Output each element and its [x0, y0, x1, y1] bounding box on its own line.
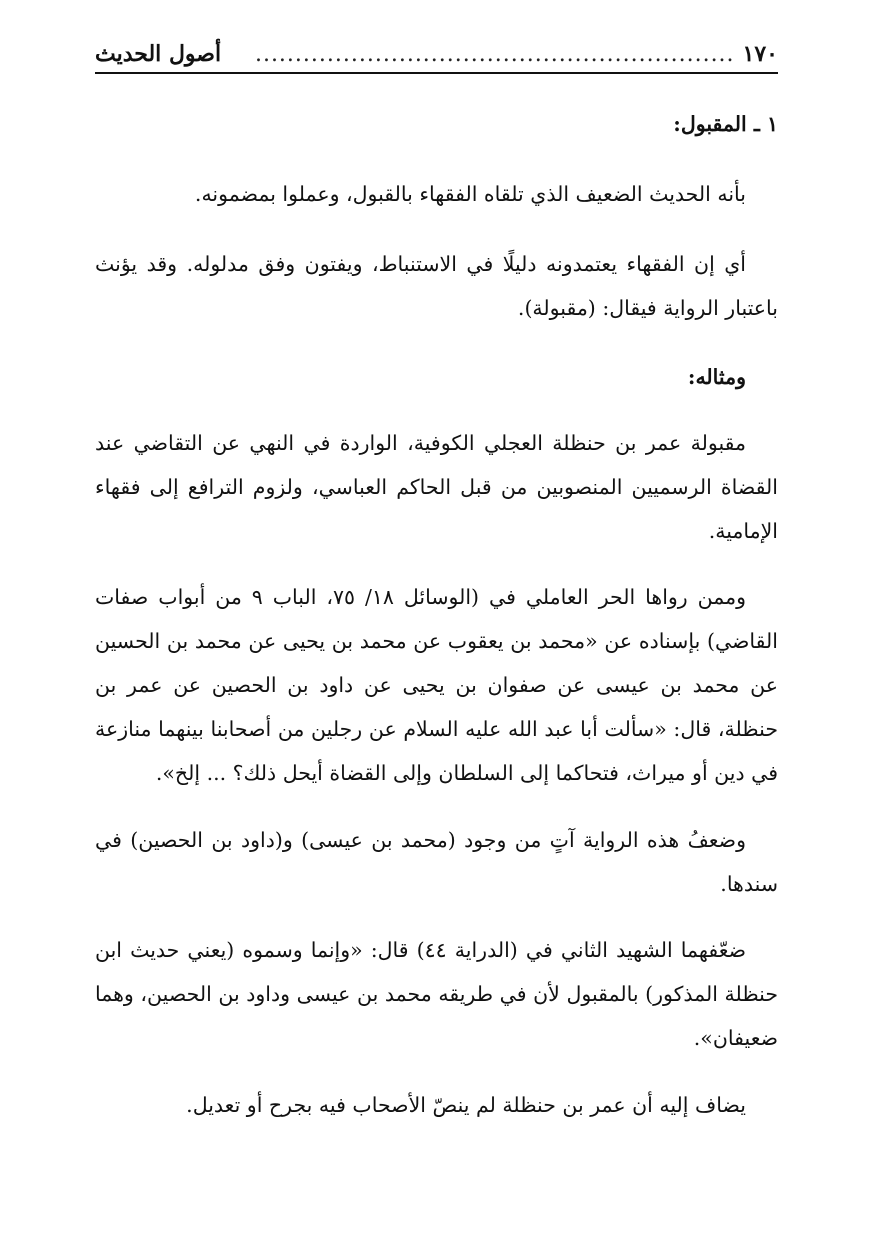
narration-paragraph: وممن رواها الحر العاملي في (الوسائل ١٨/ ٧٥، الباب ٩ من أبواب صفات القاضي) بإسناده عن «محمد بن يعقوب عن محمد بن يحيى عن محمد بن الحسين عن محمد بن عيسى عن صفوان بن يحيى عن داود بن الحصين عن عمر بن حنظلة، قال: «سألت أبا عبد الله عليه السلام عن رجلين من أصحابنا بينهما منازعة في دين أو ميراث، فتحاكما إلى السلطان وإلى القضاة أيحل ذلك؟ ... إلخ». — [95, 585, 778, 785]
weakness-paragraph: وضعفُ هذه الرواية آتٍ من وجود (محمد بن عيسى) و(داود بن الحصين) في سندها. — [95, 828, 778, 896]
leader-dots: ............................................................ — [254, 41, 735, 67]
example-paragraph: مقبولة عمر بن حنظلة العجلي الكوفية، الواردة في النهي عن التقاضي عند القضاة الرسميين المنصوبين من قبل الحاكم العباسي، ولزوم الترافع إلى فقهاء الإمامية. — [95, 431, 778, 543]
book-title: أصول الحديث — [95, 41, 222, 67]
section-heading-maqbul: ١ ـ المقبول: — [673, 112, 778, 136]
example-heading: ومثاله: — [687, 365, 746, 389]
definition-paragraph: بأنه الحديث الضعيف الذي تلقاه الفقهاء بالقبول، وعملوا بمضمونه. — [194, 182, 746, 206]
shahid-paragraph: ضعّفهما الشهيد الثاني في (الدراية ٤٤) قال: «وإنما وسموه (يعني حديث ابن حنظلة المذكور) بالمقبول لأن في طريقه محمد بن عيسى وداود بن الحصين، وهما ضعيفان». — [95, 938, 778, 1050]
page-number: ١٧٠ — [742, 41, 778, 67]
addition-paragraph: يضاف إليه أن عمر بن حنظلة لم ينصّ الأصحاب فيه بجرح أو تعديل. — [186, 1093, 746, 1117]
explanation-paragraph: أي إن الفقهاء يعتمدونه دليلًا في الاستنباط، ويفتون وفق مدلوله. وقد يؤنث باعتبار الرواية فيقال: (مقبولة). — [95, 252, 778, 320]
running-header — [95, 36, 778, 74]
book-page — [95, 0, 778, 1245]
